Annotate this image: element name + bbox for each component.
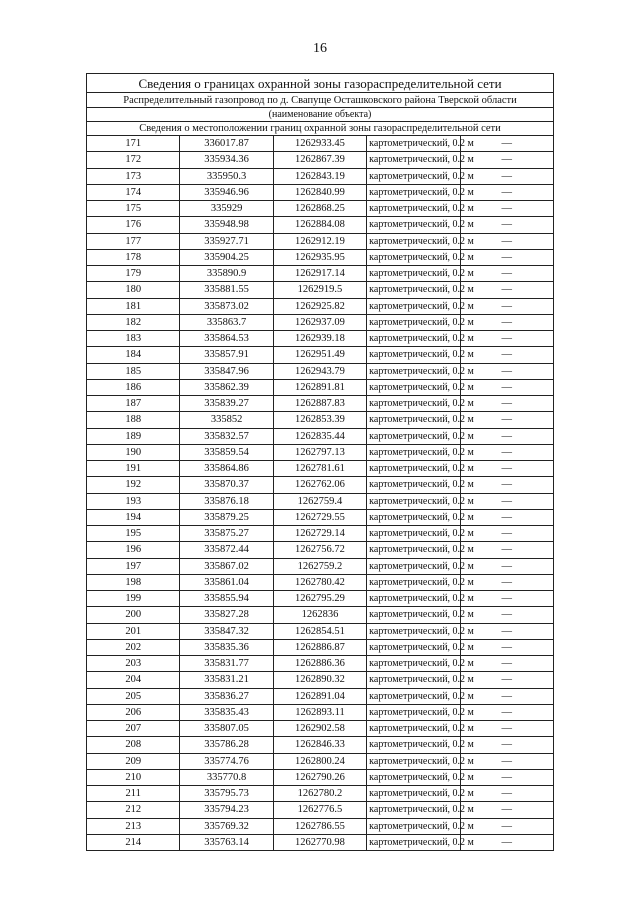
point-number-cell: 200	[87, 607, 180, 623]
table-row	[87, 363, 554, 379]
coordinate-x-cell: 335769.32	[180, 818, 273, 834]
method-accuracy-cell: картометрический, 0.2 м	[367, 298, 460, 314]
coordinate-x-cell: 335867.02	[180, 558, 273, 574]
method-accuracy-cell: картометрический, 0.2 м	[367, 623, 460, 639]
object-name: Распределительный газопровод по д. Свапуще Осташковского района Тверской области	[87, 93, 554, 108]
point-number-cell: 197	[87, 558, 180, 574]
method-accuracy-cell: картометрический, 0.2 м	[367, 639, 460, 655]
table-row	[87, 688, 554, 704]
coordinate-x-cell: 336017.87	[180, 136, 273, 152]
method-accuracy-cell: картометрический, 0.2 м	[367, 753, 460, 769]
table-row	[87, 168, 554, 184]
coordinate-x-cell: 335847.96	[180, 363, 273, 379]
point-number-cell: 189	[87, 428, 180, 444]
coordinate-x-cell: 335872.44	[180, 542, 273, 558]
note-cell: —	[460, 444, 553, 460]
point-number-cell: 209	[87, 753, 180, 769]
coordinate-x-cell: 335950.3	[180, 168, 273, 184]
coordinate-x-cell: 335774.76	[180, 753, 273, 769]
note-cell: —	[460, 558, 553, 574]
method-accuracy-cell: картометрический, 0.2 м	[367, 428, 460, 444]
method-accuracy-cell: картометрический, 0.2 м	[367, 493, 460, 509]
coordinate-x-cell: 335794.23	[180, 802, 273, 818]
note-cell: —	[460, 233, 553, 249]
note-cell: —	[460, 607, 553, 623]
coordinate-y-cell: 1262917.14	[273, 266, 366, 282]
point-number-cell: 180	[87, 282, 180, 298]
method-accuracy-cell: картометрический, 0.2 м	[367, 818, 460, 834]
method-accuracy-cell: картометрический, 0.2 м	[367, 249, 460, 265]
note-cell: —	[460, 363, 553, 379]
coordinate-x-cell: 335870.37	[180, 477, 273, 493]
note-cell: —	[460, 704, 553, 720]
coordinate-x-cell: 335946.96	[180, 184, 273, 200]
coordinate-y-cell: 1262919.5	[273, 282, 366, 298]
method-accuracy-cell: картометрический, 0.2 м	[367, 233, 460, 249]
table-row	[87, 623, 554, 639]
coordinate-y-cell: 1262854.51	[273, 623, 366, 639]
coordinate-x-cell: 335857.91	[180, 347, 273, 363]
point-number-cell: 173	[87, 168, 180, 184]
method-accuracy-cell: картометрический, 0.2 м	[367, 526, 460, 542]
point-number-cell: 194	[87, 509, 180, 525]
object-caption: (наименование объекта)	[87, 108, 554, 122]
note-cell: —	[460, 201, 553, 217]
table-row	[87, 477, 554, 493]
table-row	[87, 282, 554, 298]
coordinate-y-cell: 1262890.32	[273, 672, 366, 688]
point-number-cell: 174	[87, 184, 180, 200]
note-cell: —	[460, 656, 553, 672]
note-cell: —	[460, 542, 553, 558]
coordinate-y-cell: 1262729.14	[273, 526, 366, 542]
method-accuracy-cell: картометрический, 0.2 м	[367, 217, 460, 233]
coordinate-y-cell: 1262893.11	[273, 704, 366, 720]
table-row	[87, 639, 554, 655]
table-row	[87, 249, 554, 265]
note-cell: —	[460, 688, 553, 704]
method-accuracy-cell: картометрический, 0.2 м	[367, 282, 460, 298]
coordinate-x-cell: 335879.25	[180, 509, 273, 525]
note-cell: —	[460, 184, 553, 200]
note-cell: —	[460, 477, 553, 493]
point-number-cell: 190	[87, 444, 180, 460]
method-accuracy-cell: картометрический, 0.2 м	[367, 574, 460, 590]
point-number-cell: 207	[87, 721, 180, 737]
coordinate-y-cell: 1262868.25	[273, 201, 366, 217]
table-row	[87, 444, 554, 460]
point-number-cell: 199	[87, 591, 180, 607]
table-row	[87, 818, 554, 834]
coordinate-x-cell: 335890.9	[180, 266, 273, 282]
table-row	[87, 347, 554, 363]
coordinate-y-cell: 1262786.55	[273, 818, 366, 834]
table-row	[87, 461, 554, 477]
point-number-cell: 172	[87, 152, 180, 168]
note-cell: —	[460, 526, 553, 542]
table-row	[87, 656, 554, 672]
point-number-cell: 195	[87, 526, 180, 542]
coordinate-x-cell: 335807.05	[180, 721, 273, 737]
method-accuracy-cell: картометрический, 0.2 м	[367, 396, 460, 412]
table-row	[87, 721, 554, 737]
method-accuracy-cell: картометрический, 0.2 м	[367, 314, 460, 330]
method-accuracy-cell: картометрический, 0.2 м	[367, 834, 460, 850]
table-row	[87, 428, 554, 444]
method-accuracy-cell: картометрический, 0.2 м	[367, 591, 460, 607]
coordinate-x-cell: 335934.36	[180, 152, 273, 168]
point-number-cell: 193	[87, 493, 180, 509]
coordinate-y-cell: 1262935.95	[273, 249, 366, 265]
coordinate-x-cell: 335839.27	[180, 396, 273, 412]
table-row	[87, 591, 554, 607]
method-accuracy-cell: картометрический, 0.2 м	[367, 802, 460, 818]
coordinate-y-cell: 1262925.82	[273, 298, 366, 314]
point-number-cell: 212	[87, 802, 180, 818]
point-number-cell: 192	[87, 477, 180, 493]
coordinate-x-cell: 335827.28	[180, 607, 273, 623]
coordinate-x-cell: 335929	[180, 201, 273, 217]
point-number-cell: 179	[87, 266, 180, 282]
coordinate-x-cell: 335852	[180, 412, 273, 428]
method-accuracy-cell: картометрический, 0.2 м	[367, 477, 460, 493]
table-title: Сведения о границах охранной зоны газораспределительной сети	[87, 74, 554, 93]
note-cell: —	[460, 249, 553, 265]
note-cell: —	[460, 802, 553, 818]
method-accuracy-cell: картометрический, 0.2 м	[367, 168, 460, 184]
coordinate-y-cell: 1262846.33	[273, 737, 366, 753]
coordinate-x-cell: 335832.57	[180, 428, 273, 444]
note-cell: —	[460, 574, 553, 590]
note-cell: —	[460, 493, 553, 509]
note-cell: —	[460, 769, 553, 785]
note-cell: —	[460, 428, 553, 444]
coordinate-x-cell: 335881.55	[180, 282, 273, 298]
note-cell: —	[460, 737, 553, 753]
method-accuracy-cell: картометрический, 0.2 м	[367, 737, 460, 753]
point-number-cell: 183	[87, 331, 180, 347]
coordinate-x-cell: 335795.73	[180, 786, 273, 802]
coordinate-x-cell: 335831.77	[180, 656, 273, 672]
note-cell: —	[460, 347, 553, 363]
coordinate-x-cell: 335859.54	[180, 444, 273, 460]
coordinate-x-cell: 335863.7	[180, 314, 273, 330]
coordinate-x-cell: 335861.04	[180, 574, 273, 590]
coordinate-y-cell: 1262759.2	[273, 558, 366, 574]
coordinate-y-cell: 1262902.58	[273, 721, 366, 737]
table-title-row	[87, 74, 554, 93]
coordinate-y-cell: 1262776.5	[273, 802, 366, 818]
table-row	[87, 184, 554, 200]
table-row	[87, 737, 554, 753]
point-number-cell: 187	[87, 396, 180, 412]
coordinate-y-cell: 1262795.29	[273, 591, 366, 607]
table-row	[87, 526, 554, 542]
table-row	[87, 802, 554, 818]
coordinate-y-cell: 1262780.42	[273, 574, 366, 590]
coordinate-y-cell: 1262887.83	[273, 396, 366, 412]
coordinate-y-cell: 1262780.2	[273, 786, 366, 802]
method-accuracy-cell: картометрический, 0.2 м	[367, 136, 460, 152]
table-row	[87, 509, 554, 525]
coordinate-x-cell: 335862.39	[180, 379, 273, 395]
point-number-cell: 181	[87, 298, 180, 314]
coordinate-x-cell: 335831.21	[180, 672, 273, 688]
note-cell: —	[460, 298, 553, 314]
method-accuracy-cell: картометрический, 0.2 м	[367, 266, 460, 282]
method-accuracy-cell: картометрический, 0.2 м	[367, 444, 460, 460]
coordinate-y-cell: 1262886.87	[273, 639, 366, 655]
object-caption-row	[87, 108, 554, 122]
method-accuracy-cell: картометрический, 0.2 м	[367, 412, 460, 428]
note-cell: —	[460, 834, 553, 850]
coordinate-x-cell: 335948.98	[180, 217, 273, 233]
coordinate-y-cell: 1262800.24	[273, 753, 366, 769]
coordinate-y-cell: 1262835.44	[273, 428, 366, 444]
method-accuracy-cell: картометрический, 0.2 м	[367, 184, 460, 200]
table-row	[87, 786, 554, 802]
coordinate-x-cell: 335835.43	[180, 704, 273, 720]
table-row	[87, 233, 554, 249]
table-row	[87, 493, 554, 509]
point-number-cell: 208	[87, 737, 180, 753]
method-accuracy-cell: картометрический, 0.2 м	[367, 542, 460, 558]
page-number: 16	[313, 41, 327, 56]
method-accuracy-cell: картометрический, 0.2 м	[367, 152, 460, 168]
coordinate-y-cell: 1262884.08	[273, 217, 366, 233]
note-cell: —	[460, 314, 553, 330]
note-cell: —	[460, 623, 553, 639]
note-cell: —	[460, 591, 553, 607]
table-row	[87, 542, 554, 558]
note-cell: —	[460, 461, 553, 477]
note-cell: —	[460, 396, 553, 412]
coordinate-x-cell: 335875.27	[180, 526, 273, 542]
coordinate-x-cell: 335847.32	[180, 623, 273, 639]
method-accuracy-cell: картометрический, 0.2 м	[367, 704, 460, 720]
point-number-cell: 171	[87, 136, 180, 152]
note-cell: —	[460, 331, 553, 347]
table-row	[87, 217, 554, 233]
table-row	[87, 396, 554, 412]
coordinate-y-cell: 1262912.19	[273, 233, 366, 249]
coordinate-y-cell: 1262756.72	[273, 542, 366, 558]
method-accuracy-cell: картометрический, 0.2 м	[367, 201, 460, 217]
note-cell: —	[460, 152, 553, 168]
method-accuracy-cell: картометрический, 0.2 м	[367, 672, 460, 688]
coordinate-x-cell: 335855.94	[180, 591, 273, 607]
coordinate-y-cell: 1262770.98	[273, 834, 366, 850]
table-row	[87, 379, 554, 395]
point-number-cell: 214	[87, 834, 180, 850]
point-number-cell: 176	[87, 217, 180, 233]
coordinate-x-cell: 335864.86	[180, 461, 273, 477]
coordinate-y-cell: 1262891.81	[273, 379, 366, 395]
table-row	[87, 412, 554, 428]
section-title: Сведения о местоположении границ охранной зоны газораспределительной сети	[87, 122, 554, 136]
table-row	[87, 152, 554, 168]
table-row	[87, 314, 554, 330]
point-number-cell: 175	[87, 201, 180, 217]
method-accuracy-cell: картометрический, 0.2 м	[367, 461, 460, 477]
point-number-cell: 211	[87, 786, 180, 802]
note-cell: —	[460, 217, 553, 233]
note-cell: —	[460, 136, 553, 152]
point-number-cell: 177	[87, 233, 180, 249]
coordinate-y-cell: 1262729.55	[273, 509, 366, 525]
coordinate-y-cell: 1262781.61	[273, 461, 366, 477]
method-accuracy-cell: картометрический, 0.2 м	[367, 347, 460, 363]
point-number-cell: 186	[87, 379, 180, 395]
point-number-cell: 178	[87, 249, 180, 265]
table-row	[87, 704, 554, 720]
point-number-cell: 206	[87, 704, 180, 720]
table-row	[87, 201, 554, 217]
note-cell: —	[460, 639, 553, 655]
table-row	[87, 672, 554, 688]
table-row	[87, 136, 554, 152]
boundary-table	[86, 73, 554, 851]
table-row	[87, 558, 554, 574]
point-number-cell: 188	[87, 412, 180, 428]
note-cell: —	[460, 282, 553, 298]
coordinate-x-cell: 335763.14	[180, 834, 273, 850]
coordinate-x-cell: 335770.8	[180, 769, 273, 785]
coordinate-y-cell: 1262836	[273, 607, 366, 623]
coordinate-y-cell: 1262797.13	[273, 444, 366, 460]
method-accuracy-cell: картометрический, 0.2 м	[367, 558, 460, 574]
method-accuracy-cell: картометрический, 0.2 м	[367, 656, 460, 672]
method-accuracy-cell: картометрический, 0.2 м	[367, 607, 460, 623]
point-number-cell: 185	[87, 363, 180, 379]
note-cell: —	[460, 721, 553, 737]
note-cell: —	[460, 818, 553, 834]
point-number-cell: 213	[87, 818, 180, 834]
coordinate-y-cell: 1262759.4	[273, 493, 366, 509]
note-cell: —	[460, 412, 553, 428]
table-row	[87, 607, 554, 623]
coordinate-x-cell: 335864.53	[180, 331, 273, 347]
coordinate-y-cell: 1262853.39	[273, 412, 366, 428]
table-row	[87, 574, 554, 590]
point-number-cell: 202	[87, 639, 180, 655]
table-row	[87, 266, 554, 282]
point-number-cell: 182	[87, 314, 180, 330]
note-cell: —	[460, 509, 553, 525]
method-accuracy-cell: картометрический, 0.2 м	[367, 688, 460, 704]
section-title-row	[87, 122, 554, 136]
note-cell: —	[460, 379, 553, 395]
point-number-cell: 204	[87, 672, 180, 688]
point-number-cell: 201	[87, 623, 180, 639]
table-row	[87, 331, 554, 347]
note-cell: —	[460, 753, 553, 769]
coordinate-y-cell: 1262762.06	[273, 477, 366, 493]
coordinate-x-cell: 335904.25	[180, 249, 273, 265]
table-row	[87, 834, 554, 850]
method-accuracy-cell: картометрический, 0.2 м	[367, 509, 460, 525]
note-cell: —	[460, 786, 553, 802]
method-accuracy-cell: картометрический, 0.2 м	[367, 379, 460, 395]
coordinate-y-cell: 1262867.39	[273, 152, 366, 168]
coordinate-x-cell: 335873.02	[180, 298, 273, 314]
coordinate-x-cell: 335836.27	[180, 688, 273, 704]
method-accuracy-cell: картометрический, 0.2 м	[367, 331, 460, 347]
coordinate-y-cell: 1262937.09	[273, 314, 366, 330]
method-accuracy-cell: картометрический, 0.2 м	[367, 786, 460, 802]
method-accuracy-cell: картометрический, 0.2 м	[367, 721, 460, 737]
table-row	[87, 753, 554, 769]
coordinate-y-cell: 1262843.19	[273, 168, 366, 184]
object-name-row	[87, 93, 554, 108]
point-number-cell: 210	[87, 769, 180, 785]
coordinate-y-cell: 1262790.26	[273, 769, 366, 785]
table-row	[87, 298, 554, 314]
note-cell: —	[460, 168, 553, 184]
point-number-cell: 191	[87, 461, 180, 477]
method-accuracy-cell: картометрический, 0.2 м	[367, 363, 460, 379]
table-row	[87, 769, 554, 785]
coordinate-y-cell: 1262939.18	[273, 331, 366, 347]
coordinate-y-cell: 1262891.04	[273, 688, 366, 704]
method-accuracy-cell: картометрический, 0.2 м	[367, 769, 460, 785]
coordinate-x-cell: 335927.71	[180, 233, 273, 249]
coordinate-x-cell: 335876.18	[180, 493, 273, 509]
coordinate-y-cell: 1262943.79	[273, 363, 366, 379]
point-number-cell: 198	[87, 574, 180, 590]
note-cell: —	[460, 266, 553, 282]
coordinate-y-cell: 1262886.36	[273, 656, 366, 672]
coordinate-y-cell: 1262840.99	[273, 184, 366, 200]
coordinate-x-cell: 335786.28	[180, 737, 273, 753]
coordinate-x-cell: 335835.36	[180, 639, 273, 655]
note-cell: —	[460, 672, 553, 688]
point-number-cell: 196	[87, 542, 180, 558]
point-number-cell: 205	[87, 688, 180, 704]
point-number-cell: 184	[87, 347, 180, 363]
point-number-cell: 203	[87, 656, 180, 672]
coordinate-y-cell: 1262933.45	[273, 136, 366, 152]
coordinate-y-cell: 1262951.49	[273, 347, 366, 363]
